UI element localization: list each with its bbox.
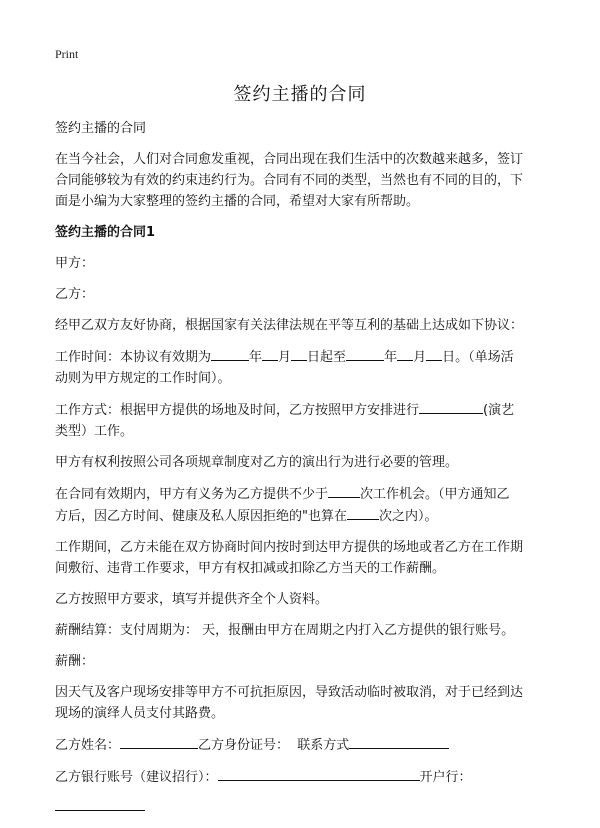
work-mode-line [55, 399, 550, 421]
work-period-line: 工作期间，乙方未能在双方协商时间内按时到达甲方提供的场地或者乙方在工作期 [55, 540, 524, 555]
start-year-blank [211, 346, 249, 361]
work-mode-paragraph [55, 399, 550, 442]
settlement-line: 薪酬结算：支付周期为： 天，报酬由甲方在周期之内打入乙方提供的银行账号。 [55, 623, 515, 638]
intro-line: 在当今社会，人们对合同愈发重视，合同出现在我们生活中的次数越来越多，签订 [55, 152, 524, 167]
obligation-line2-suffix: 次之内）。 [378, 509, 438, 524]
name-label: 乙方姓名： [55, 738, 121, 753]
name-blank [120, 734, 198, 749]
contact-blank [349, 734, 449, 749]
branch-label: 开户行： [419, 770, 472, 785]
salary-label: 薪酬： [55, 654, 95, 669]
work-time-line [55, 346, 550, 368]
document-body [55, 118, 550, 818]
work-period-line: 间敷衍、违背工作要求，甲方有权扣减或扣除乙方当天的工作薪酬。 [55, 561, 446, 576]
work-count-blank [328, 483, 360, 498]
refusal-count-blank [347, 505, 379, 520]
start-day-blank [291, 346, 307, 361]
performance-type-blank [419, 399, 483, 414]
obligation-prefix: 在合同有效期内，甲方有义务为乙方提供不少于 [55, 487, 329, 502]
intro-line: 面是小编为大家整理的签约主播的合同，希望对大家有所帮助。 [55, 194, 420, 209]
rights-line: 甲方有权利按照公司各项规章制度对乙方的演出行为进行必要的管理。 [55, 455, 459, 470]
obligation-line [55, 483, 550, 505]
intro-line: 合同能够较为有效的约束违约行为。合同有不同的类型，当然也有不同的目的，下 [55, 173, 524, 188]
page-title: 签约主播的合同 [233, 84, 367, 105]
work-time-line-2: 动则为甲方规定的工作时间）。 [55, 371, 231, 386]
print-link[interactable]: Print [55, 47, 79, 61]
bank-fields-line [55, 766, 550, 788]
subtitle: 签约主播的合同 [55, 121, 147, 136]
cancel-paragraph [55, 682, 550, 724]
year-label: 年 [249, 350, 263, 365]
contact-label: 联系方式 [297, 738, 350, 753]
cancel-line: 现场的演绎人员支付其路费。 [55, 706, 225, 721]
month-label: 月 [413, 350, 427, 365]
bank-label: 乙方银行账号（建议招行）： [55, 770, 218, 785]
day-from-label: 日起至 [307, 350, 347, 365]
end-day-blank [426, 346, 442, 361]
year-label: 年 [384, 350, 398, 365]
branch-blank-line [55, 796, 550, 818]
branch-blank [55, 796, 145, 811]
bank-account-blank [218, 766, 420, 781]
work-time-prefix: 工作时间：本协议有效期为 [55, 350, 212, 365]
obligation-line2-prefix: 方后，因乙方时间、健康及私人原因拒绝的"也算在 [55, 509, 347, 524]
id-label: 乙方身份证号： [198, 738, 290, 753]
section-heading: 签约主播的合同1 [55, 225, 156, 240]
end-month-blank [397, 346, 413, 361]
party-a-label: 甲方： [55, 256, 95, 271]
intro-paragraph [55, 149, 550, 212]
end-year-blank [346, 346, 384, 361]
day-end-label: 日。（单场活 [442, 350, 514, 365]
work-mode-suffix: (演艺 [483, 403, 515, 418]
obligation-paragraph [55, 483, 550, 527]
work-mode-line-2: 类型）工作。 [55, 424, 134, 439]
agreement-line: 经甲乙双方友好协商，根据国家有关法律法规在平等互利的基础上达成如下协议： [55, 318, 524, 333]
personal-fields-line [55, 734, 550, 756]
work-period-paragraph [55, 537, 550, 579]
start-month-blank [262, 346, 278, 361]
party-b-label: 乙方： [55, 287, 95, 302]
month-label: 月 [278, 350, 292, 365]
obligation-line-2 [55, 505, 550, 527]
cancel-line: 因天气及客户现场安排等甲方不可抗拒原因，导致活动临时被取消，对于已经到达 [55, 685, 524, 700]
work-time-paragraph [55, 346, 550, 389]
work-mode-prefix: 工作方式：根据甲方提供的场地及时间，乙方按照甲方安排进行 [55, 403, 420, 418]
obligation-mid: 次工作机会。（甲方通知乙 [360, 487, 510, 502]
info-line: 乙方按照甲方要求，填写并提供齐全个人资料。 [55, 592, 329, 607]
